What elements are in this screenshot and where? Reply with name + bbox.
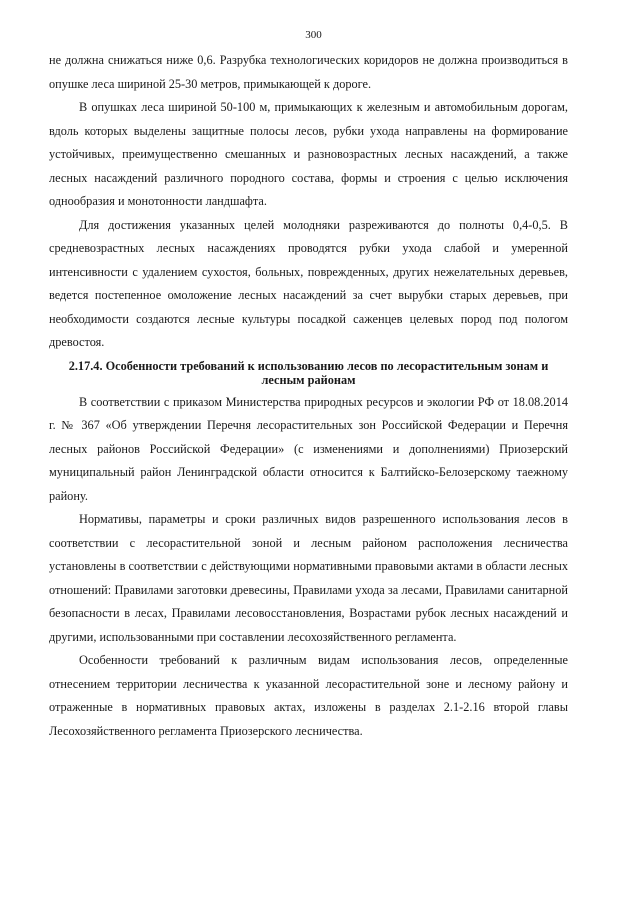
paragraph-norms: Нормативы, параметры и сроки различных видов разрешенного использования лесов в соответствии с лесорастительной зоной и лесным районом расположения лесничества установлены в соответствии с действующими нормативными правовыми актами в области лесных отношений: Правилами заготовки древесины, Правилами ухода за лесами, Правилами санитарной безопасности в лесах, Правилами лесовосстановления, Возрастами рубок лесных насаждений и другими, использованными при составлении лесохозяйственного регламента. [49,512,568,644]
paragraph-requirements: Особенности требований к различным видам использования лесов, определенные отнесением территории лесничества к указанной лесорастительной зоне и лесному району и отраженные в нормативных правовых актах, изложены в разделах 2.1-2.16 второй главы Лесохозяйственного регламента Приозерского лесничества. [49,653,568,738]
paragraph-order-reference: В соответствии с приказом Министерства природных ресурсов и экологии РФ от 18.08.2014 г. № 367 «Об утверждении Перечня лесорастительных зон Российской Федерации и Перечня лесных районов Российской Федерации» (с изменениями и дополнениями) Приозерский муниципальный район Ленинградской области относится к Балтийско-Белозерскому таежному району. [49,394,568,503]
paragraph-thinning-goals: Для достижения указанных целей молодняки разреживаются до полноты 0,4-0,5. В средневозрастных лесных насаждениях проводятся рубки ухода слабой и умеренной интенсивности с удалением сухостоя, больных, поврежденных, других нежелательных деревьев, ведется постепенное омоложение лесных насаждений за счет вырубки старых деревьев, при необходимости создаются лесные культуры посадкой саженцев целевых пород под пологом древостоя. [49,217,568,349]
paragraph-continuation: не должна снижаться ниже 0,6. Разрубка технологических коридоров не должна производиться в опушке леса шириной 25-30 метров, примыкающей к дороге. [49,53,568,91]
paragraph-forest-edges: В опушках леса шириной 50-100 м, примыкающих к железным и автомобильным дорогам, вдоль которых выделены защитные полосы лесов, рубки ухода направлены на формирование устойчивых, преимущественно смешанных и разновозрастных лесных насаждений, а также лесных насаждений различного породного состава, формы и строения с целью исключения однообразия и монотонности ландшафта. [49,100,568,208]
document-page [49,28,568,743]
section-heading: 2.17.4. Особенности требований к использованию лесов по лесорастительным зонам и лесным районам [68,358,549,387]
page-number: 300 [305,29,322,41]
